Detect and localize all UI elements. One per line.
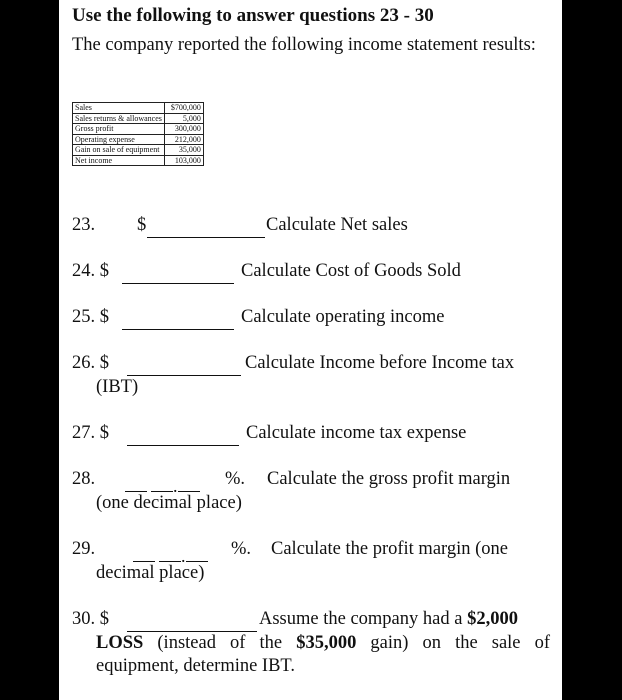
q30-text-b: LOSS (instead of the $35,000 gain) on the sale of equipment, determine IBT. <box>96 633 550 676</box>
row-label: Gross profit <box>73 124 165 135</box>
q28-number: 28. <box>72 469 96 489</box>
q30-amount-gain: $35,000 <box>296 633 357 653</box>
q30-number: 30. $ <box>72 609 109 629</box>
q28-note: (one decimal place) <box>96 493 242 513</box>
q24-text: Calculate Cost of Goods Sold <box>241 261 461 281</box>
heading: Use the following to answer questions 23 - 30 <box>72 5 434 26</box>
q25-text: Calculate operating income <box>241 307 445 327</box>
q29-number: 29. <box>72 539 96 559</box>
row-value: $700,000 <box>164 103 203 114</box>
row-label: Operating expense <box>73 134 165 145</box>
q29-text: Calculate the profit margin (one <box>271 539 508 559</box>
row-label: Sales <box>73 103 165 114</box>
row-label: Sales returns & allowances <box>73 113 165 124</box>
q28-text: Calculate the gross profit margin <box>267 469 511 489</box>
q29-percent: %. <box>231 539 252 559</box>
q30-amount-loss: $2,000 <box>467 609 518 629</box>
table-row <box>73 155 204 166</box>
q26-note: (IBT) <box>96 377 139 397</box>
table-row <box>73 124 204 135</box>
q28-decimal-point: . <box>173 476 178 496</box>
q27-text: Calculate income tax expense <box>246 423 467 443</box>
table-row <box>73 145 204 156</box>
row-value: 212,000 <box>164 134 203 145</box>
document-page <box>59 0 562 700</box>
income-statement-table <box>72 102 204 166</box>
row-label: Gain on sale of equipment <box>73 145 165 156</box>
intro-text: The company reported the following income statement results: <box>72 35 536 55</box>
q30-text-a: Assume the company had a $2,000 <box>259 609 518 629</box>
q25-number: 25. $ <box>72 307 109 327</box>
q26-number: 26. $ <box>72 353 109 373</box>
q29-note: decimal place) <box>96 563 205 583</box>
q23-text: Calculate Net sales <box>266 215 408 235</box>
q26-text: Calculate Income before Income tax <box>245 353 515 373</box>
q25-answer-blank[interactable] <box>122 313 234 335</box>
q27-answer-blank[interactable] <box>127 429 239 451</box>
q30-loss-label: LOSS <box>96 633 144 653</box>
q29-decimal-point: . <box>181 546 186 566</box>
q26-answer-blank[interactable] <box>127 359 241 381</box>
table-row <box>73 113 204 124</box>
q23-number: 23. <box>72 215 96 235</box>
row-value: 35,000 <box>164 145 203 156</box>
row-value: 300,000 <box>164 124 203 135</box>
row-label: Net income <box>73 155 165 166</box>
q23-answer-blank[interactable] <box>147 221 265 243</box>
table-row <box>73 134 204 145</box>
q23-dollar: $ <box>137 215 147 235</box>
row-value: 5,000 <box>164 113 203 124</box>
row-value: 103,000 <box>164 155 203 166</box>
q28-percent: %. <box>225 469 246 489</box>
table-row <box>73 103 204 114</box>
q27-number: 27. $ <box>72 423 109 443</box>
q24-answer-blank[interactable] <box>122 267 234 289</box>
q24-number: 24. $ <box>72 261 109 281</box>
